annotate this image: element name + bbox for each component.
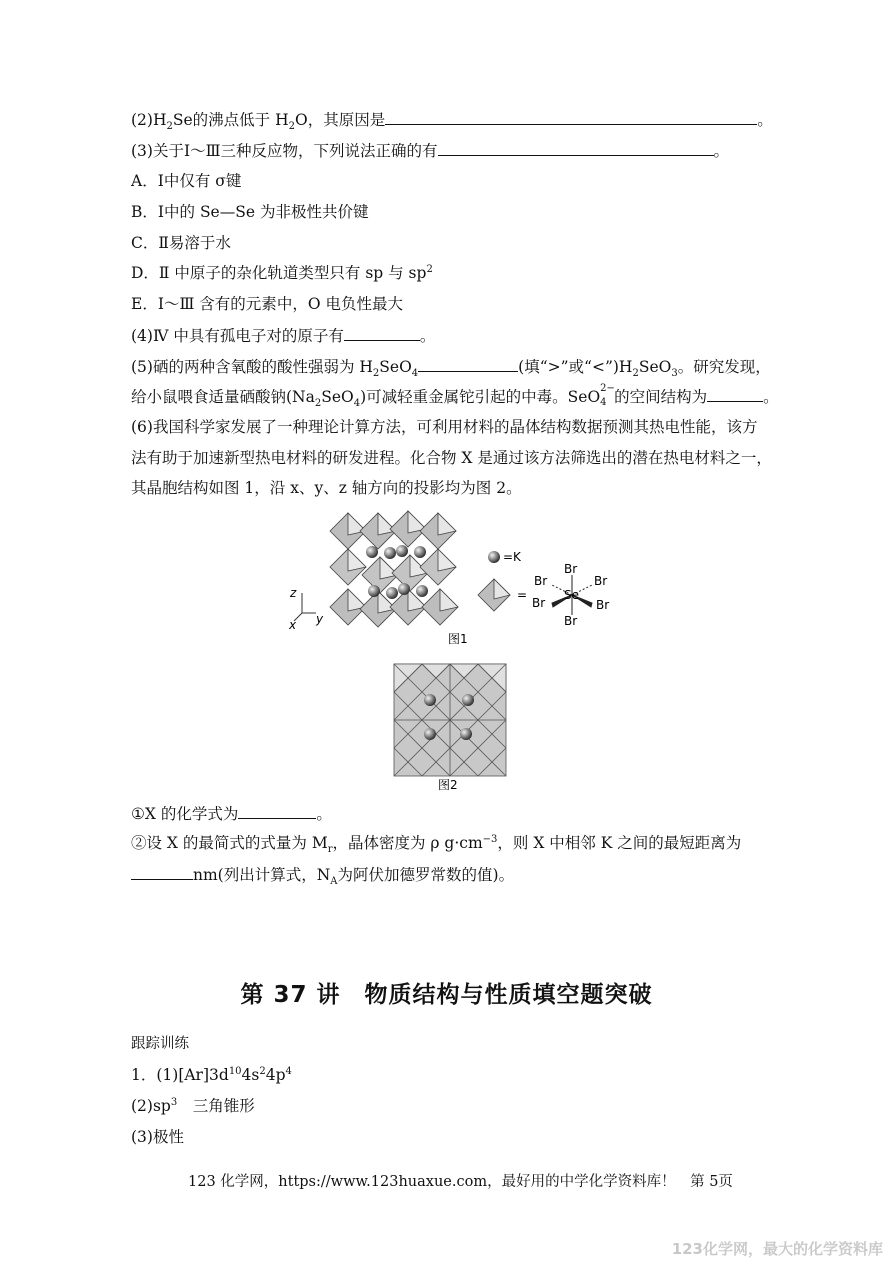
option-b: B．Ⅰ中的 Se—Se 为非极性共价键: [131, 203, 369, 221]
figure-2-caption: 图2: [438, 778, 458, 792]
answer-blank[interactable]: [238, 802, 316, 819]
question-3: (3)关于Ⅰ～Ⅲ三种反应物，下列说法正确的有 。: [131, 139, 729, 162]
legend-k-label: =K: [503, 550, 521, 564]
br-top-label: Br: [564, 562, 578, 576]
legend-equals: =: [517, 588, 528, 602]
legend-k-ball: [488, 551, 500, 563]
answers-heading: 跟踪训练: [131, 1036, 189, 1052]
page-footer: 123 化学网，https://www.123huaxue.com，最好用的中学化学资料库！ 第 5页: [188, 1174, 733, 1190]
octahedron-cluster: [330, 511, 458, 627]
subquestion-2-line-2: nm(列出计算式，$N_A$为阿伏加德罗常数的值)。: [131, 863, 514, 886]
br-lower-right-label: Br: [596, 598, 610, 612]
figure-1-caption: 图1: [448, 632, 468, 646]
answer-1-2: $(2)sp^3$ 三角锥形: [131, 1096, 255, 1115]
axes-indicator: [294, 593, 316, 621]
question-5-line-2: 给小鼠喂食适量硒酸钠$(Na_2SeO_4)$可减轻重金属铊引起的中毒。SeO 2− 4 的空间结构为 。: [131, 383, 779, 410]
question-4: (4)Ⅳ 中具有孤电子对的原子有 。: [131, 324, 435, 347]
figure-1: [280, 505, 620, 655]
figure-2: [390, 662, 510, 792]
option-a: A．Ⅰ中仅有 σ键: [131, 172, 242, 190]
answer-blank[interactable]: [438, 139, 714, 156]
answer-blank[interactable]: [385, 108, 757, 125]
br-upper-right-label: Br: [594, 574, 608, 588]
question-2: $(2)H_2Se$的沸点低于 $H_2O$，其原因是 。: [131, 108, 773, 131]
se-label: Se: [564, 588, 579, 602]
axis-x-label: x: [289, 618, 297, 632]
watermark: 123化学网，最大的化学资料库: [671, 1240, 883, 1258]
br-lower-left-label: Br: [532, 596, 546, 610]
answer-blank[interactable]: [418, 355, 518, 372]
question-6-line-1: (6)我国科学家发展了一种理论计算方法，可利用材料的晶体结构数据预测其热电性能，该方: [131, 418, 758, 436]
answer-1-3: (3)极性: [131, 1128, 184, 1146]
legend-octahedron: [478, 579, 510, 611]
subquestion-1: ①X 的化学式为 。: [131, 802, 332, 825]
answer-1-1: 1．$(1)[Ar]3d^{10}4s^24p^4$: [131, 1065, 292, 1084]
br-upper-left-label: Br: [534, 574, 548, 588]
axis-z-label: z: [290, 586, 297, 600]
br-bottom-label: Br: [564, 614, 578, 628]
answer-blank[interactable]: [131, 863, 193, 880]
axis-y-label: y: [316, 612, 324, 626]
projection-grid: [394, 664, 506, 776]
section-title: 第 37 讲 物质结构与性质填空题突破: [240, 982, 653, 1008]
answer-blank[interactable]: [707, 385, 763, 402]
answer-blank[interactable]: [344, 324, 420, 341]
question-5-line-1: (5)硒的两种含氧酸的酸性强弱为 $H_2SeO_4$ (填“>”或“$<”)H_2SeO_3$。研究发现，: [131, 355, 771, 378]
option-e: E．Ⅰ～Ⅲ 含有的元素中，O 电负性最大: [131, 295, 403, 313]
option-c: C．Ⅱ易溶于水: [131, 234, 231, 252]
question-6-line-2: 法有助于加速新型热电材料的研发进程。化合物 X 是通过该方法筛选出的潜在热电材料之一，: [131, 449, 772, 467]
option-d: D．Ⅱ 中原子的杂化轨道类型只有 sp 与 $sp^2$: [131, 263, 433, 282]
question-6-line-3: 其晶胞结构如图 1，沿 x、y、z 轴方向的投影均为图 2。: [131, 479, 522, 497]
subquestion-2-line-1: ②设 X 的最简式的式量为 $M_r$，晶体密度为 ρ $g\cdot cm^{-3}$，则 X 中相邻 K 之间的最短距离为: [131, 833, 742, 856]
